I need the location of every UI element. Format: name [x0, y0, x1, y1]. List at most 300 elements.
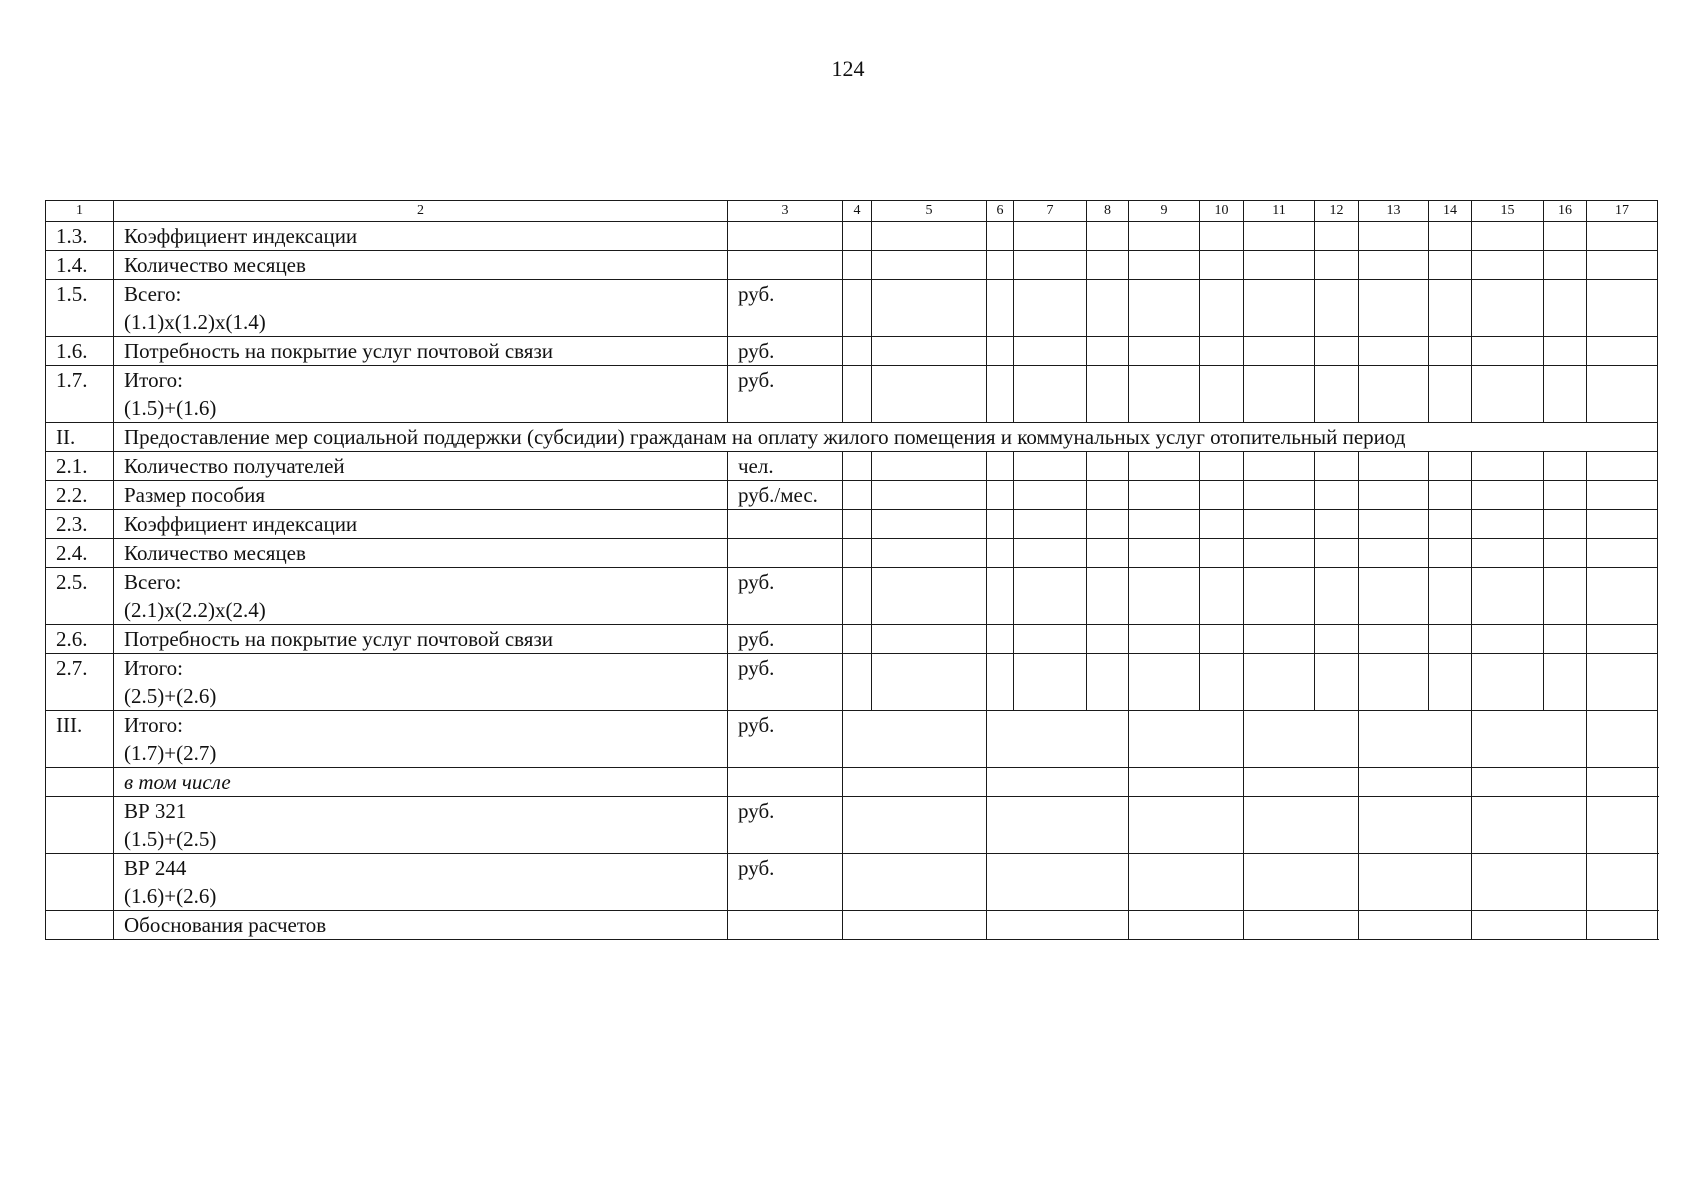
column-number-cell: 9	[1129, 201, 1200, 222]
value-cell	[1544, 366, 1587, 423]
unit-cell: руб.	[728, 711, 843, 768]
value-cell	[1587, 911, 1658, 940]
value-cell	[987, 366, 1014, 423]
value-cell	[1359, 452, 1429, 481]
indicator-name-cell	[114, 510, 728, 539]
table-row	[46, 452, 1658, 481]
column-number-cell: 5	[872, 201, 987, 222]
value-cell	[1587, 366, 1658, 423]
column-number-cell: 1	[46, 201, 114, 222]
value-cell	[1359, 280, 1429, 337]
value-cell	[1359, 481, 1429, 510]
indicator-name-cell	[114, 222, 728, 251]
value-cell	[872, 222, 987, 251]
column-number-cell: 11	[1244, 201, 1315, 222]
value-cell	[872, 280, 987, 337]
value-cell	[1587, 568, 1658, 625]
value-cell	[1014, 481, 1087, 510]
indicator-name-cell	[114, 911, 728, 940]
value-cell	[1359, 510, 1429, 539]
row-number-cell: III.	[46, 711, 114, 768]
value-cell	[1429, 452, 1472, 481]
value-cell	[1472, 911, 1587, 940]
row-number-cell: 2.2.	[46, 481, 114, 510]
indicator-name-cell	[114, 251, 728, 280]
value-cell	[1014, 452, 1087, 481]
value-cell	[1129, 510, 1200, 539]
value-cell	[843, 768, 987, 797]
indicator-name-cell	[114, 481, 728, 510]
value-cell	[1244, 251, 1315, 280]
value-cell	[1472, 854, 1587, 911]
value-cell	[1587, 768, 1658, 797]
value-cell	[872, 510, 987, 539]
value-cell	[987, 280, 1014, 337]
column-number-cell: 3	[728, 201, 843, 222]
value-cell	[843, 854, 987, 911]
value-cell	[1315, 251, 1359, 280]
indicator-text-line: Потребность на покрытие услуг почтовой связи	[124, 339, 553, 363]
unit-cell: чел.	[728, 452, 843, 481]
value-cell	[1014, 510, 1087, 539]
column-number-cell: 8	[1087, 201, 1129, 222]
value-cell	[1472, 539, 1544, 568]
indicator-name-cell	[114, 768, 728, 797]
value-cell	[843, 280, 872, 337]
indicator-text-line: Всего:	[124, 570, 182, 594]
indicator-name-cell	[114, 625, 728, 654]
value-cell	[1587, 222, 1658, 251]
column-number-cell: 13	[1359, 201, 1429, 222]
value-cell	[1244, 854, 1359, 911]
value-cell	[1359, 222, 1429, 251]
table-row	[46, 654, 1658, 711]
unit-cell	[728, 222, 843, 251]
value-cell	[1544, 222, 1587, 251]
indicator-text-line: Коэффициент индексации	[124, 224, 358, 248]
value-cell	[843, 510, 872, 539]
value-cell	[1200, 251, 1244, 280]
value-cell	[843, 251, 872, 280]
table-row	[46, 911, 1658, 940]
value-cell	[1014, 366, 1087, 423]
row-number-cell: 2.4.	[46, 539, 114, 568]
value-cell	[1429, 625, 1472, 654]
value-cell	[1244, 510, 1315, 539]
row-number-cell	[46, 911, 114, 940]
indicator-text-line: Обоснования расчетов	[124, 913, 327, 937]
indicator-text-line: в том числе	[124, 770, 231, 794]
value-cell	[1472, 251, 1544, 280]
value-cell	[1244, 625, 1315, 654]
value-cell	[1315, 654, 1359, 711]
row-number-cell: 2.5.	[46, 568, 114, 625]
indicator-text-line: Коэффициент индексации	[124, 512, 358, 536]
value-cell	[1315, 539, 1359, 568]
value-cell	[987, 251, 1014, 280]
value-cell	[1429, 251, 1472, 280]
value-cell	[1359, 366, 1429, 423]
value-cell	[1129, 481, 1200, 510]
value-cell	[1472, 222, 1544, 251]
table-row	[46, 251, 1658, 280]
value-cell	[843, 539, 872, 568]
value-cell	[1087, 539, 1129, 568]
value-cell	[1429, 510, 1472, 539]
value-cell	[843, 452, 872, 481]
value-cell	[1014, 280, 1087, 337]
value-cell	[1244, 911, 1359, 940]
unit-cell: руб.	[728, 280, 843, 337]
value-cell	[1129, 768, 1244, 797]
unit-cell: руб./мес.	[728, 481, 843, 510]
value-cell	[987, 911, 1129, 940]
table-row	[46, 711, 1658, 768]
indicator-text-line: ВР 321	[124, 799, 187, 823]
value-cell	[1129, 251, 1200, 280]
unit-cell: руб.	[728, 625, 843, 654]
value-cell	[1200, 510, 1244, 539]
value-cell	[1315, 366, 1359, 423]
indicator-name-cell	[114, 568, 728, 625]
value-cell	[872, 452, 987, 481]
value-cell	[1429, 568, 1472, 625]
column-number-cell: 14	[1429, 201, 1472, 222]
value-cell	[1014, 222, 1087, 251]
indicator-text-line: Количество месяцев	[124, 541, 306, 565]
value-cell	[1087, 625, 1129, 654]
indicator-name-cell	[114, 337, 728, 366]
indicator-name-cell	[114, 366, 728, 423]
value-cell	[843, 337, 872, 366]
value-cell	[1129, 366, 1200, 423]
value-cell	[1587, 452, 1658, 481]
row-number-cell: 2.1.	[46, 452, 114, 481]
value-cell	[1244, 280, 1315, 337]
value-cell	[1315, 568, 1359, 625]
value-cell	[1087, 366, 1129, 423]
table-row	[46, 280, 1658, 337]
value-cell	[1244, 337, 1315, 366]
value-cell	[1087, 510, 1129, 539]
value-cell	[843, 711, 987, 768]
unit-cell: руб.	[728, 366, 843, 423]
value-cell	[1129, 280, 1200, 337]
value-cell	[1315, 452, 1359, 481]
indicator-text-line: (1.1)x(1.2)x(1.4)	[124, 310, 266, 334]
value-cell	[1429, 481, 1472, 510]
value-cell	[1315, 625, 1359, 654]
column-number-cell: 4	[843, 201, 872, 222]
table-row	[46, 510, 1658, 539]
value-cell	[1315, 280, 1359, 337]
value-cell	[872, 481, 987, 510]
column-number-cell: 12	[1315, 201, 1359, 222]
value-cell	[1244, 481, 1315, 510]
value-cell	[1129, 797, 1244, 854]
value-cell	[1200, 222, 1244, 251]
indicator-name-cell	[114, 539, 728, 568]
value-cell	[1544, 539, 1587, 568]
unit-cell	[728, 251, 843, 280]
indicator-name-cell	[114, 711, 728, 768]
value-cell	[1472, 711, 1587, 768]
indicator-text-line: Итого:	[124, 713, 183, 737]
table-row	[46, 625, 1658, 654]
value-cell	[1014, 654, 1087, 711]
value-cell	[1359, 539, 1429, 568]
row-number-cell	[46, 854, 114, 911]
value-cell	[1200, 366, 1244, 423]
value-cell	[1359, 337, 1429, 366]
unit-cell	[728, 911, 843, 940]
unit-cell: руб.	[728, 337, 843, 366]
value-cell	[843, 481, 872, 510]
value-cell	[1129, 568, 1200, 625]
table-row	[46, 366, 1658, 423]
value-cell	[1472, 280, 1544, 337]
unit-cell: руб.	[728, 654, 843, 711]
value-cell	[1200, 280, 1244, 337]
calculation-table	[45, 200, 1658, 940]
value-cell	[1129, 222, 1200, 251]
value-cell	[872, 568, 987, 625]
value-cell	[1544, 280, 1587, 337]
section-title: Предоставление мер социальной поддержки (субсидии) гражданам на оплату жилого помещения и коммунальных услуг отопительный период	[114, 423, 1658, 452]
value-cell	[1129, 911, 1244, 940]
value-cell	[1587, 481, 1658, 510]
page-number: 124	[831, 56, 865, 81]
value-cell	[843, 568, 872, 625]
value-cell	[1472, 481, 1544, 510]
column-number-cell: 2	[114, 201, 728, 222]
value-cell	[1200, 539, 1244, 568]
value-cell	[987, 452, 1014, 481]
value-cell	[1244, 452, 1315, 481]
table-row	[46, 337, 1658, 366]
value-cell	[843, 222, 872, 251]
column-number-cell: 10	[1200, 201, 1244, 222]
value-cell	[1472, 510, 1544, 539]
value-cell	[1587, 337, 1658, 366]
value-cell	[987, 481, 1014, 510]
value-cell	[843, 911, 987, 940]
value-cell	[872, 251, 987, 280]
value-cell	[1014, 337, 1087, 366]
value-cell	[987, 337, 1014, 366]
value-cell	[1087, 337, 1129, 366]
value-cell	[1129, 539, 1200, 568]
value-cell	[1587, 625, 1658, 654]
value-cell	[872, 366, 987, 423]
indicator-text-line: ВР 244	[124, 856, 187, 880]
value-cell	[872, 654, 987, 711]
value-cell	[1472, 366, 1544, 423]
value-cell	[1429, 280, 1472, 337]
value-cell	[1129, 337, 1200, 366]
value-cell	[843, 366, 872, 423]
unit-cell	[728, 539, 843, 568]
value-cell	[1244, 797, 1359, 854]
value-cell	[1587, 711, 1658, 768]
table-row	[46, 481, 1658, 510]
value-cell	[987, 654, 1014, 711]
value-cell	[1129, 625, 1200, 654]
row-number-cell: 1.6.	[46, 337, 114, 366]
column-number-cell: 15	[1472, 201, 1544, 222]
unit-cell	[728, 768, 843, 797]
value-cell	[1014, 251, 1087, 280]
value-cell	[1244, 539, 1315, 568]
value-cell	[1244, 711, 1359, 768]
indicator-text-line: (1.5)+(2.5)	[124, 827, 217, 851]
value-cell	[987, 854, 1129, 911]
value-cell	[1014, 625, 1087, 654]
indicator-text-line: Количество месяцев	[124, 253, 306, 277]
value-cell	[1315, 222, 1359, 251]
row-number-cell	[46, 797, 114, 854]
value-cell	[1359, 911, 1472, 940]
indicator-text-line: Всего:	[124, 282, 182, 306]
value-cell	[1359, 568, 1429, 625]
value-cell	[1200, 625, 1244, 654]
value-cell	[1544, 337, 1587, 366]
value-cell	[1359, 854, 1472, 911]
value-cell	[1472, 568, 1544, 625]
value-cell	[1359, 797, 1472, 854]
value-cell	[1315, 337, 1359, 366]
value-cell	[1129, 452, 1200, 481]
value-cell	[1087, 452, 1129, 481]
value-cell	[987, 797, 1129, 854]
value-cell	[1087, 654, 1129, 711]
row-number-cell: 2.6.	[46, 625, 114, 654]
row-number-cell	[46, 768, 114, 797]
row-number-cell: 1.4.	[46, 251, 114, 280]
row-number-cell: 2.7.	[46, 654, 114, 711]
indicator-text-line: (1.7)+(2.7)	[124, 741, 217, 765]
value-cell	[872, 625, 987, 654]
value-cell	[1200, 654, 1244, 711]
table-row	[46, 539, 1658, 568]
table-body	[46, 201, 1658, 940]
value-cell	[1429, 366, 1472, 423]
value-cell	[1200, 337, 1244, 366]
table-row	[46, 222, 1658, 251]
value-cell	[1359, 654, 1429, 711]
value-cell	[1200, 481, 1244, 510]
indicator-text-line: Итого:	[124, 656, 183, 680]
value-cell	[1429, 539, 1472, 568]
value-cell	[1587, 251, 1658, 280]
row-number-cell: 2.3.	[46, 510, 114, 539]
value-cell	[1472, 797, 1587, 854]
value-cell	[843, 797, 987, 854]
value-cell	[1129, 711, 1244, 768]
value-cell	[1315, 481, 1359, 510]
value-cell	[1544, 481, 1587, 510]
value-cell	[1200, 452, 1244, 481]
value-cell	[1544, 510, 1587, 539]
value-cell	[1472, 452, 1544, 481]
value-cell	[1359, 711, 1472, 768]
value-cell	[1200, 568, 1244, 625]
indicator-text-line: Размер пособия	[124, 483, 266, 507]
value-cell	[1244, 222, 1315, 251]
value-cell	[987, 222, 1014, 251]
value-cell	[1429, 222, 1472, 251]
row-number-cell: 1.7.	[46, 366, 114, 423]
value-cell	[1472, 337, 1544, 366]
value-cell	[1472, 768, 1587, 797]
value-cell	[1129, 854, 1244, 911]
value-cell	[1587, 797, 1658, 854]
indicator-text-line: (1.5)+(1.6)	[124, 396, 217, 420]
unit-cell: руб.	[728, 568, 843, 625]
value-cell	[1014, 568, 1087, 625]
value-cell	[1244, 366, 1315, 423]
column-number-cell: 6	[987, 201, 1014, 222]
value-cell	[1587, 510, 1658, 539]
indicator-name-cell	[114, 797, 728, 854]
unit-cell: руб.	[728, 797, 843, 854]
header-row	[46, 201, 1658, 222]
value-cell	[1087, 481, 1129, 510]
value-cell	[1587, 280, 1658, 337]
column-number-cell: 17	[1587, 201, 1658, 222]
indicator-text-line: (1.6)+(2.6)	[124, 884, 217, 908]
indicator-text-line: Потребность на покрытие услуг почтовой связи	[124, 627, 553, 651]
value-cell	[1244, 568, 1315, 625]
table-row	[46, 423, 1658, 452]
value-cell	[1472, 625, 1544, 654]
value-cell	[1587, 854, 1658, 911]
indicator-text-line: (2.1)x(2.2)x(2.4)	[124, 598, 266, 622]
value-cell	[987, 711, 1129, 768]
value-cell	[1129, 654, 1200, 711]
value-cell	[1544, 625, 1587, 654]
value-cell	[1087, 222, 1129, 251]
table-row	[46, 568, 1658, 625]
value-cell	[843, 625, 872, 654]
table-row	[46, 797, 1658, 854]
indicator-text-line: (2.5)+(2.6)	[124, 684, 217, 708]
value-cell	[872, 337, 987, 366]
table-row	[46, 854, 1658, 911]
row-number-cell: 1.3.	[46, 222, 114, 251]
value-cell	[987, 539, 1014, 568]
value-cell	[1087, 280, 1129, 337]
value-cell	[987, 568, 1014, 625]
table-row	[46, 768, 1658, 797]
indicator-name-cell	[114, 452, 728, 481]
value-cell	[1429, 337, 1472, 366]
value-cell	[987, 510, 1014, 539]
value-cell	[987, 625, 1014, 654]
value-cell	[1587, 654, 1658, 711]
value-cell	[1359, 625, 1429, 654]
value-cell	[872, 539, 987, 568]
indicator-name-cell	[114, 654, 728, 711]
indicator-text-line: Количество получателей	[124, 454, 345, 478]
value-cell	[1587, 539, 1658, 568]
value-cell	[1087, 568, 1129, 625]
value-cell	[1087, 251, 1129, 280]
row-number-cell: 1.5.	[46, 280, 114, 337]
value-cell	[1359, 768, 1472, 797]
value-cell	[1014, 539, 1087, 568]
row-number-cell: II.	[46, 423, 114, 452]
